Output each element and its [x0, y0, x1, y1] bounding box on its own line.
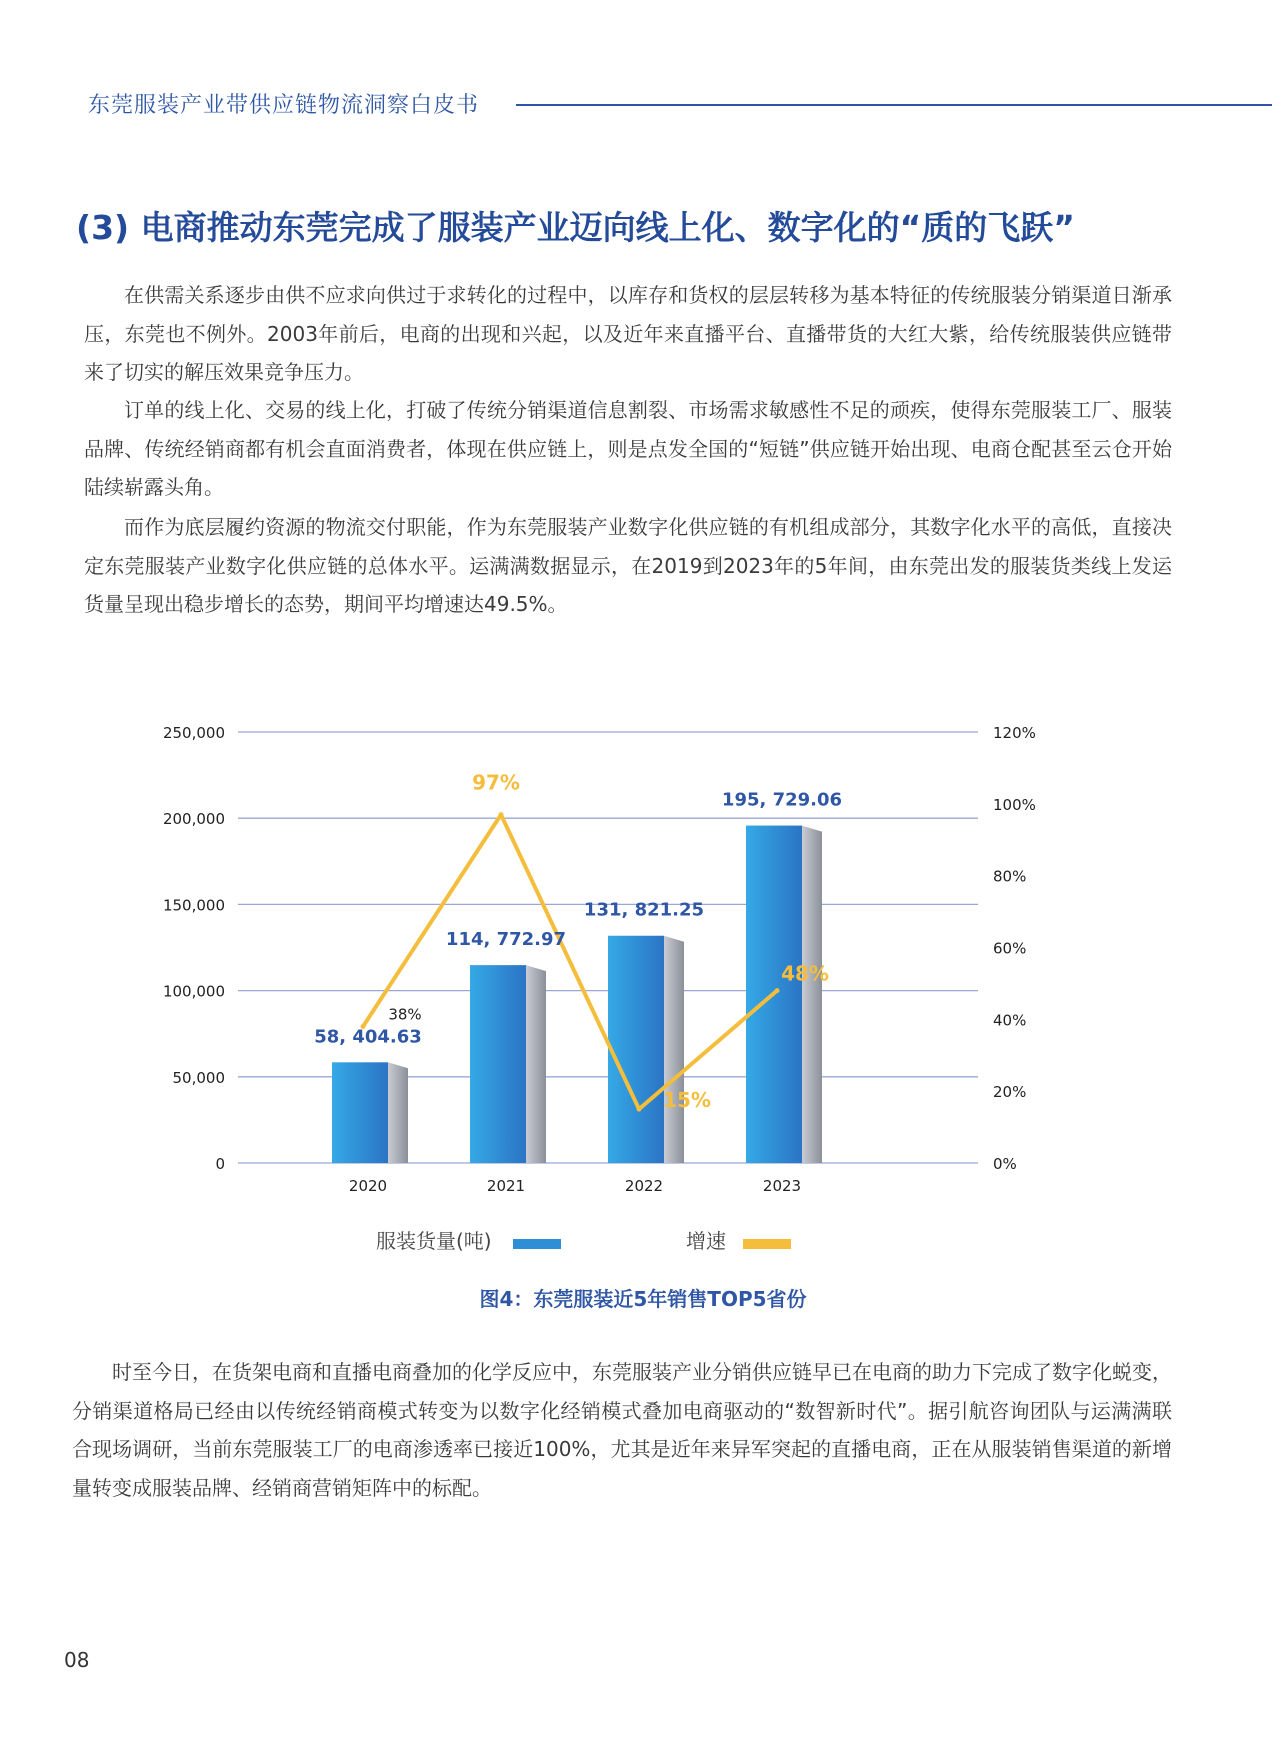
x-axis-tick-label: 2020 [348, 1177, 388, 1195]
section-heading: (3) 电商推动东莞完成了服装产业迈向线上化、数字化的“质的飞跃” [76, 208, 1075, 247]
left-axis-tick-label: 150,000 [162, 896, 225, 915]
bar-side [388, 1062, 408, 1163]
bar-side [664, 936, 684, 1163]
bar-side [802, 826, 822, 1163]
bar-value-label: 114, 772.97 [445, 929, 567, 951]
left-axis-tick-label: 0 [215, 1155, 225, 1173]
legend-bar-swatch [513, 1239, 561, 1249]
growth-point [775, 988, 780, 993]
chart [0, 700, 1286, 1300]
header-title: 东莞服装产业带供应链物流洞察白皮书 [88, 93, 480, 118]
right-axis-tick-label: 80% [993, 867, 1027, 886]
x-axis-tick-label: 2022 [624, 1177, 664, 1195]
growth-point [637, 1107, 642, 1112]
page-number: 08 [64, 1648, 90, 1672]
x-axis-tick-label: 2023 [762, 1177, 802, 1195]
bar [470, 965, 526, 1163]
x-axis-tick-label: 2021 [486, 1177, 526, 1195]
paragraph-4: 时至今日，在货架电商和直播电商叠加的化学反应中，东莞服装产业分销供应链早已在电商的助力下完成了数字化蜕变，分销渠道格局已经由以传统经销商模式转变为以数字化经销模式叠加电商驱动的“数智新时代”。据引航咨询团队与运满满联合现场调研，当前东莞服装工厂的电商渗透率已接近100%，尤其是近年来异军突起的直播电商，正在从服装销售渠道的新增量转变成服装品牌、经销商营销矩阵中的标配。 [72, 1360, 1172, 1500]
growth-label: 48% [781, 961, 829, 986]
growth-label: 38% [388, 1005, 422, 1024]
right-axis-tick-label: 40% [993, 1011, 1027, 1030]
chart-canvas [0, 700, 1286, 1260]
legend-bar-label: 服装货量(吨) [376, 1229, 492, 1253]
paragraph-1: 在供需关系逐步由供不应求向供过于求转化的过程中，以库存和货权的层层转移为基本特征的传统服装分销渠道日渐承压，东莞也不例外。2003年前后，电商的出现和兴起，以及近年来直播平台、直播带货的大红大紫，给传统服装供应链带来了切实的解压效果竞争压力。 [84, 283, 1172, 384]
growth-line [363, 815, 777, 1113]
bar [608, 936, 664, 1163]
growth-label: 97% [472, 770, 520, 795]
right-axis-tick-label: 20% [993, 1083, 1027, 1102]
left-axis-tick-label: 100,000 [162, 982, 225, 1001]
bar-value-label: 131, 821.25 [583, 899, 705, 921]
left-axis-tick-label: 250,000 [162, 724, 225, 742]
legend-line-label: 增速 [686, 1229, 726, 1253]
bar-side [526, 965, 546, 1163]
right-axis-tick-label: 120% [993, 724, 1036, 742]
header-rule [516, 104, 1272, 106]
paragraph-2: 订单的线上化、交易的线上化，打破了传统分销渠道信息割裂、市场需求敏感性不足的顽疾，使得东莞服装工厂、服装品牌、传统经销商都有机会直面消费者，体现在供应链上，则是点发全国的“短链”供应链开始出现、电商仓配甚至云仓开始陆续崭露头角。 [84, 398, 1172, 499]
right-axis-tick-label: 100% [993, 795, 1036, 814]
figure-caption: 图4：东莞服装近5年销售TOP5省份 [479, 1287, 807, 1311]
bar-value-label: 195, 729.06 [721, 789, 843, 811]
legend-line-swatch [743, 1239, 791, 1249]
bar-value-label: 58, 404.63 [314, 1026, 422, 1048]
left-axis-tick-label: 50,000 [172, 1068, 225, 1087]
left-axis-tick-label: 200,000 [162, 810, 225, 829]
bar [332, 1062, 388, 1163]
paragraph-3: 而作为底层履约资源的物流交付职能，作为东莞服装产业数字化供应链的有机组成部分，其数字化水平的高低，直接决定东莞服装产业数字化供应链的总体水平。运满满数据显示，在2019到2023年的5年间，由东莞出发的服装货类线上发运货量呈现出稳步增长的态势，期间平均增速达49.5%。 [84, 515, 1172, 616]
right-axis-tick-label: 0% [993, 1155, 1017, 1173]
right-axis-tick-label: 60% [993, 939, 1027, 958]
growth-point [499, 812, 504, 817]
growth-label: 15% [663, 1088, 711, 1113]
